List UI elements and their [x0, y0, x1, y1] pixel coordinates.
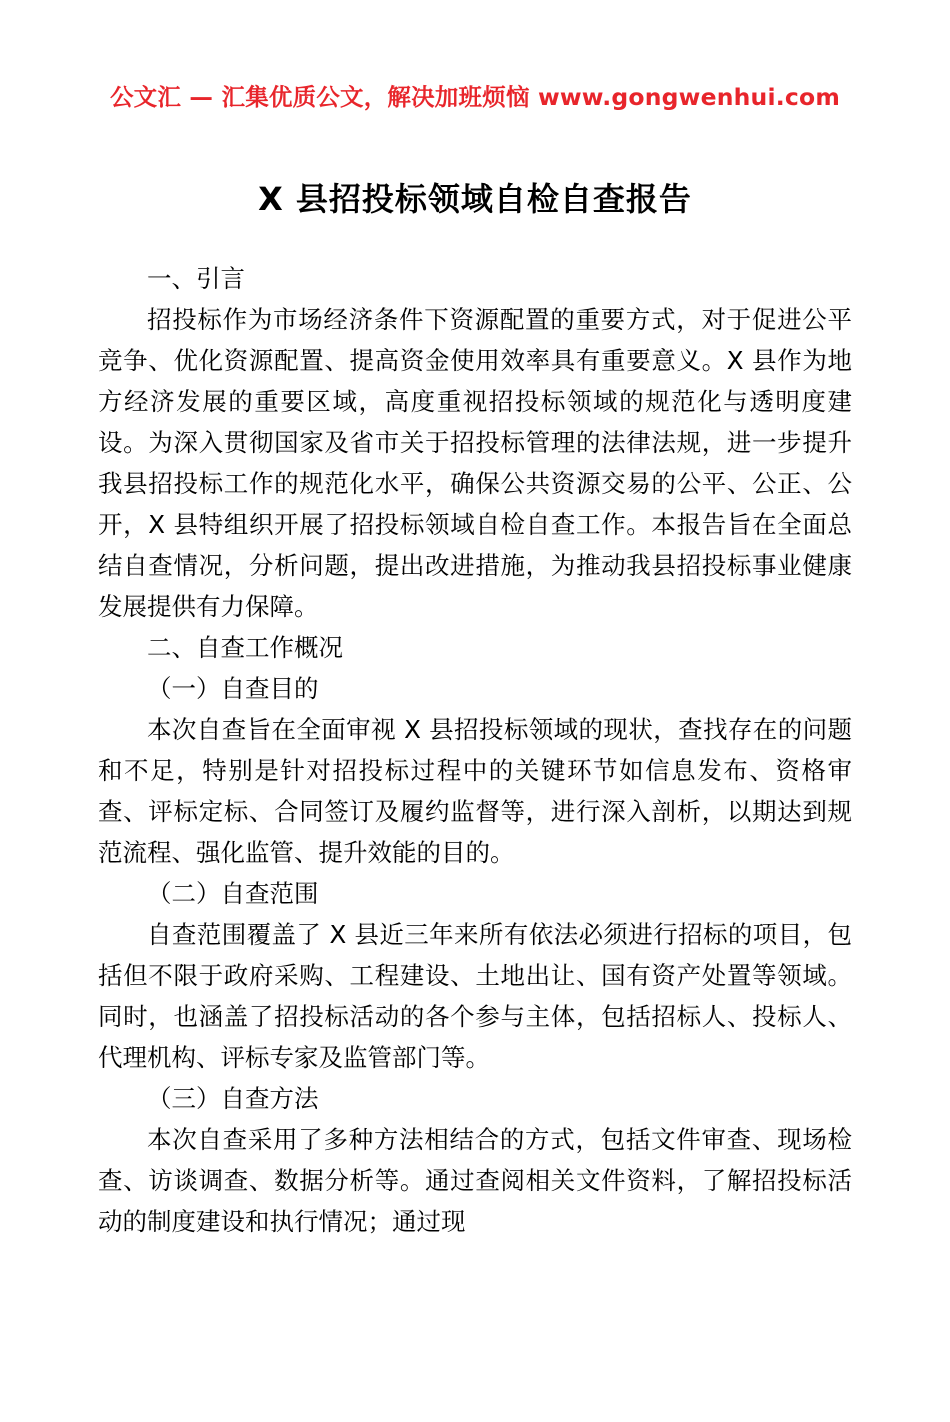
watermark-banner: 公文汇 — 汇集优质公文，解决加班烦恼 www.gongwenhui.com	[109, 83, 841, 111]
paragraph: （三）自查方法	[147, 1084, 319, 1113]
paragraph: 二、自查工作概况	[147, 633, 343, 662]
paragraph: （一）自查目的	[147, 674, 319, 703]
page-title: X 县招投标领域自检自查报告	[258, 180, 692, 218]
paragraph: （二）自查范围	[147, 879, 319, 908]
paragraph: 招投标作为市场经济条件下资源配置的重要方式，对于促进公平竞争、优化资源配置、提高资金使用效率具有重要意义。X 县作为地方经济发展的重要区域，高度重视招投标领域的规范化与透明度建设。为深入贯彻国家及省市关于招投标管理的法律法规，进一步提升我县招投标工作的规范化水平，确保公共资源交易的公平、公正、公开，X 县特组织开展了招投标领域自检自查工作。本报告旨在全面总结自查情况，分析问题，提出改进措施，为推动我县招投标事业健康发展提供有力保障。	[98, 305, 852, 621]
document-page	[0, 78, 950, 1422]
paragraph: 自查范围覆盖了 X 县近三年来所有依法必须进行招标的项目，包括但不限于政府采购、工程建设、土地出让、国有资产处置等领域。同时，也涵盖了招投标活动的各个参与主体，包括招标人、投标人、代理机构、评标专家及监管部门等。	[98, 920, 852, 1072]
paragraph: 本次自查旨在全面审视 X 县招投标领域的现状，查找存在的问题和不足，特别是针对招投标过程中的关键环节如信息发布、资格审查、评标定标、合同签订及履约监督等，进行深入剖析，以期达到规范流程、强化监管、提升效能的目的。	[98, 715, 852, 867]
paragraph: 本次自查采用了多种方法相结合的方式，包括文件审查、现场检查、访谈调查、数据分析等。通过查阅相关文件资料，了解招投标活动的制度建设和执行情况；通过现	[98, 1125, 852, 1236]
paragraph: 一、引言	[147, 264, 245, 293]
document-body	[98, 258, 852, 1242]
